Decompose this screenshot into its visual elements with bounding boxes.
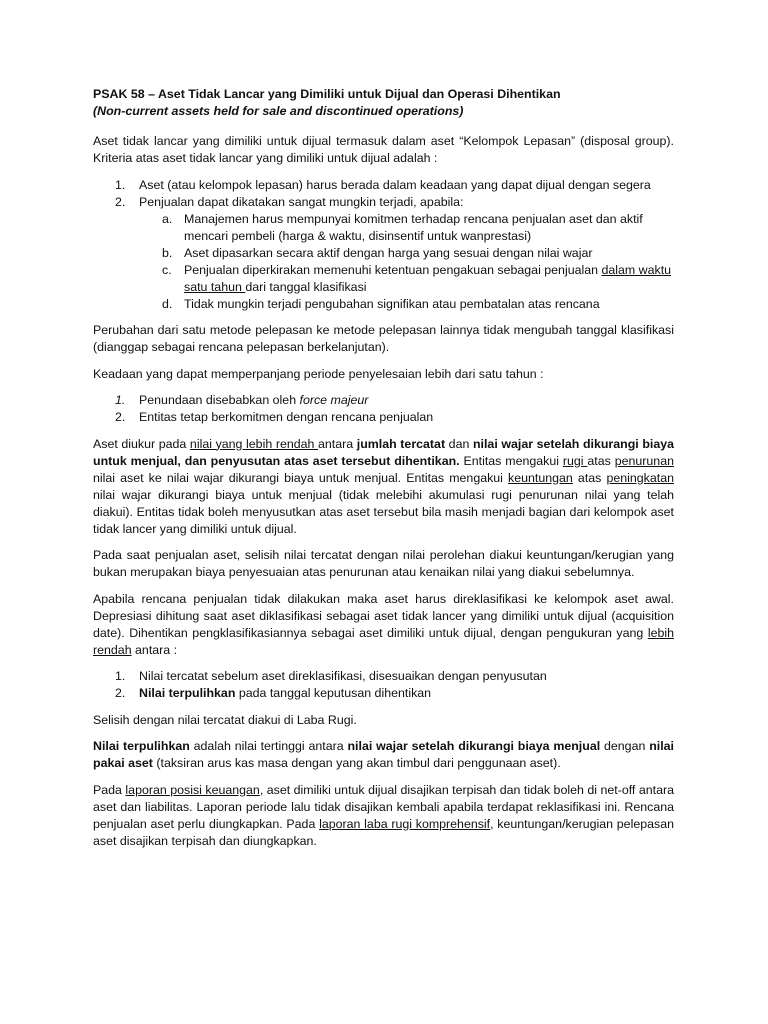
underlined-term: rugi	[562, 453, 588, 468]
difference-paragraph: Selisih dengan nilai tercatat diakui di Laba Rugi.	[93, 712, 357, 727]
underlined-term: nilai yang lebih rendah	[189, 436, 319, 451]
list-item-text: Manajemen harus mempunyai komitmen terhadap rencana penjualan aset dan aktif mencari pembeli (harga & waktu, disinsentif untuk wanprestasi)	[184, 211, 643, 243]
list-marker: a.	[162, 211, 173, 226]
criteria-subitem-a	[93, 211, 674, 245]
criteria-subitem-c	[93, 262, 674, 296]
list-item-text: Entitas tetap berkomitmen dengan rencana penjualan	[139, 410, 434, 424]
text-run: Apabila rencana penjualan tidak dilakukan maka aset harus direklasifikasi ke kelompok aset awal. Depresiasi dihitung saat aset diklasifikasi sebagai aset tidak lancer yang dimiliki untuk dijual (acquisition date). Dihentikan pengklasifikasiannya sebagai aset dimiliki untuk dijual, dengan pengukuran yang	[93, 591, 674, 640]
underlined-term: laporan laba rugi komprehensif	[319, 816, 491, 831]
text-run: (taksiran arus kas masa dengan yang akan timbul dari penggunaan aset).	[152, 756, 561, 770]
reclassification-item-1	[93, 668, 674, 685]
criteria-subitem-d	[93, 296, 674, 313]
criteria-item-2	[93, 194, 674, 211]
list-item-text: dari tanggal klasifikasi	[245, 279, 367, 294]
text-run: nilai wajar dikurangi biaya untuk menjual (tidak melebihi akumulasi rugi penurunan nilai yang telah diakui). Entitas tidak boleh menyusutkan atas aset tersebut bila masih menjadi bagian dari kelompok aset tidak lancer yang dimiliki untuk dijual.	[93, 487, 674, 536]
list-marker: 1.	[115, 177, 126, 192]
text-run: atas	[587, 453, 615, 468]
criteria-sublist	[93, 211, 674, 313]
text-run: Pada	[93, 782, 126, 797]
list-item-text: Penundaan disebabkan oleh	[139, 393, 300, 407]
list-marker: d.	[162, 296, 173, 311]
text-run: dengan	[600, 739, 650, 753]
list-marker: 1.	[115, 393, 126, 407]
text-run: antara	[318, 436, 357, 451]
bold-term: Nilai terpulihkan	[93, 739, 190, 753]
text-run: , aset dimiliki untuk dijual disajikan terpisah dan tidak boleh di net-off antara aset dan liabilitas. Laporan periode lalu tidak disajikan kembali apabila terdapat reklasifikasi ini. Rencana penjualan aset perlu diungkapkan. Pada	[93, 782, 674, 831]
intro-paragraph: Aset tidak lancar yang dimiliki untuk dijual termasuk dalam aset “Kelompok Lepasan” (disposal group). Kriteria atas aset tidak lancar yang dimiliki untuk dijual adalah :	[93, 134, 674, 165]
bold-term: nilai wajar setelah dikurangi biaya untuk menjual, dan penyusutan atas aset tersebut dihentikan.	[93, 436, 675, 468]
criteria-list	[93, 177, 674, 211]
sale-paragraph: Pada saat penjualan aset, selisih nilai tercatat dengan nilai perolehan diakui keuntungan/kerugian yang bukan merupakan biaya penyesuaian atas penurunan atau kenaikan nilai yang diakui sebelumnya.	[93, 548, 674, 579]
criteria-subitem-b	[93, 245, 674, 262]
bold-term: jumlah tercatat	[356, 436, 446, 451]
text-run: Aset diukur pada	[93, 436, 190, 451]
bold-term: Nilai terpulihkan	[139, 686, 236, 700]
text-run: Entitas mengakui	[459, 453, 563, 468]
measurement-paragraph	[93, 436, 674, 538]
underlined-term: dalam waktu satu tahun	[184, 262, 672, 294]
list-marker: 1.	[115, 669, 126, 683]
underlined-term: keuntungan	[508, 470, 573, 485]
list-item-text: Tidak mungkin terjadi pengubahan signifikan atau pembatalan atas rencana	[184, 296, 600, 311]
underlined-term: laporan posisi keuangan	[125, 782, 260, 797]
recoverable-value-paragraph	[93, 738, 674, 772]
text-run: atas	[572, 470, 607, 485]
bold-term: nilai wajar setelah dikurangi biaya menjual	[347, 739, 601, 753]
reporting-paragraph	[93, 782, 674, 850]
bold-term: nilai pakai aset	[93, 739, 674, 770]
list-marker: 2.	[115, 686, 126, 700]
underlined-term: penurunan	[614, 453, 674, 468]
text-run: antara :	[131, 642, 178, 657]
extension-item-2	[93, 409, 674, 426]
reclassification-list	[93, 668, 674, 702]
document-subtitle: (Non-current assets held for sale and discontinued operations)	[93, 104, 464, 118]
text-run: dan	[445, 436, 473, 451]
document-title: PSAK 58 – Aset Tidak Lancar yang Dimiliki untuk Dijual dan Operasi Dihentikan	[93, 87, 561, 101]
reclassification-paragraph	[93, 591, 674, 659]
list-marker: b.	[162, 245, 173, 260]
text-run: adalah nilai tertinggi antara	[189, 739, 348, 753]
list-item-text: Penjualan dapat dikatakan sangat mungkin terjadi, apabila:	[139, 194, 464, 209]
text-run: , keuntungan/kerugian pelepasan aset disajikan terpisah dan diungkapkan.	[93, 816, 674, 848]
change-method-paragraph: Perubahan dari satu metode pelepasan ke metode pelepasan lainnya tidak mengubah tanggal klasifikasi (dianggap sebagai rencana pelepasan berkelanjutan).	[93, 323, 674, 354]
reclassification-item-2	[93, 685, 674, 702]
extension-paragraph: Keadaan yang dapat memperpanjang periode penyelesaian lebih dari satu tahun :	[93, 366, 544, 381]
text-run: nilai aset ke nilai wajar dikurangi biaya untuk menjual. Entitas mengakui	[93, 470, 509, 485]
extension-list	[93, 392, 674, 426]
underlined-term: peningkatan	[606, 470, 674, 485]
extension-item-1	[93, 392, 674, 409]
italic-term: force majeur	[299, 393, 369, 407]
list-item-text: Penjualan diperkirakan memenuhi ketentuan pengakuan sebagai penjualan	[184, 262, 602, 277]
list-item-text: pada tanggal keputusan dihentikan	[235, 686, 432, 700]
list-marker: c.	[162, 262, 172, 277]
underlined-term: lebih rendah	[93, 625, 674, 657]
list-marker: 2.	[115, 410, 126, 424]
list-item-text: Aset dipasarkan secara aktif dengan harga yang sesuai dengan nilai wajar	[184, 245, 593, 260]
list-marker: 2.	[115, 194, 126, 209]
list-item-text: Aset (atau kelompok lepasan) harus berada dalam keadaan yang dapat dijual dengan segera	[139, 177, 651, 192]
criteria-item-1	[93, 177, 674, 194]
list-item-text: Nilai tercatat sebelum aset direklasifikasi, disesuaikan dengan penyusutan	[139, 669, 547, 683]
